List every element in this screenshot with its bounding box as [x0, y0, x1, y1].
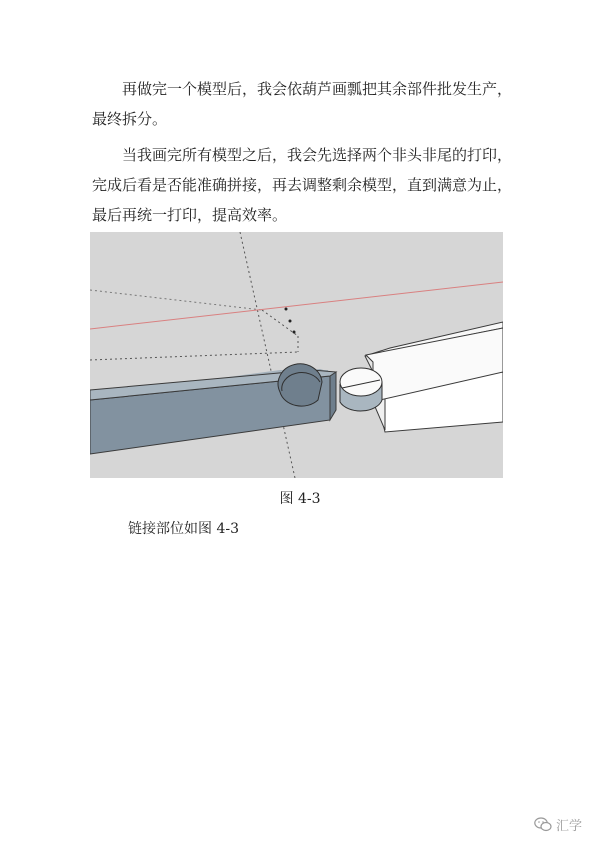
model-render: [90, 232, 503, 478]
watermark-text: 汇学: [555, 819, 582, 834]
wechat-icon: [534, 817, 552, 832]
red-axis-line: [90, 282, 503, 329]
paragraph-1: 再做完一个模型后，我会依葫芦画瓢把其余部件批发生产，最终拆分。: [92, 80, 513, 128]
figure-caption: 图 4-3: [279, 491, 321, 507]
marker-dot: [289, 320, 292, 323]
figure-3d-model: [90, 232, 503, 478]
paragraph-2: 当我画完所有模型之后，我会先选择两个非头非尾的打印，完成后看是否能准确拼接，再去调整剩余模型，直到满意为止，最后再统一打印，提高效率。: [92, 146, 513, 224]
figure-reference-text: 链接部位如图 4-3: [128, 521, 239, 537]
dotted-axis-blue: [90, 290, 262, 310]
dotted-axis-horizontal: [90, 352, 298, 360]
tenon-top: [340, 368, 382, 396]
socket-hole: [278, 364, 322, 406]
marker-dot: [293, 331, 296, 334]
watermark: [534, 815, 582, 834]
dotted-axis-green: [240, 232, 295, 478]
marker-dot: [285, 308, 288, 311]
